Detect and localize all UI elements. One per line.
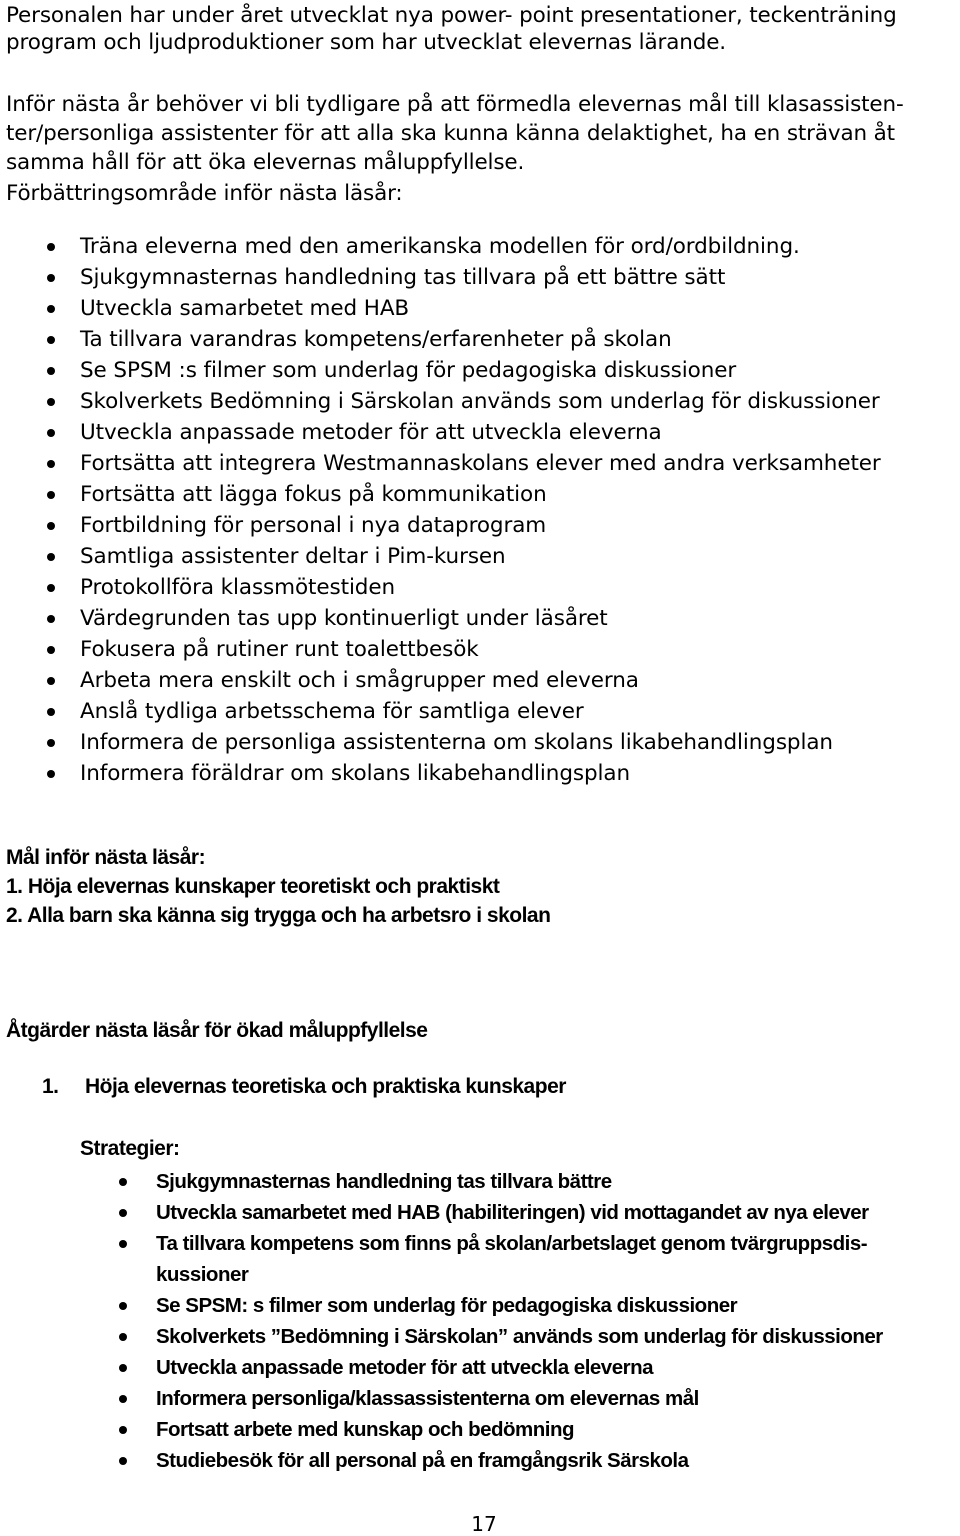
list-item: Anslå tydliga arbetsschema för samtliga elever [0, 696, 881, 727]
list-item: Värdegrunden tas upp kontinuerligt under läsåret [0, 603, 881, 634]
list-item: Utveckla anpassade metoder för att utveckla eleverna [0, 417, 881, 448]
goal-1: 1. Höja elevernas kunskaper teoretiskt och praktiskt [6, 875, 500, 898]
bullet-icon [47, 243, 55, 251]
list-item: Skolverkets ”Bedömning i Särskolan” används som underlag för diskussioner [0, 1321, 956, 1352]
list-item: Ta tillvara kompetens som finns på skolan/arbetslaget genom tvärgruppsdis-kussioner [0, 1228, 956, 1290]
bullet-icon [47, 553, 55, 561]
bullet-icon [47, 677, 55, 685]
list-item: Studiebesök för all personal på en framgångsrik Särskola [0, 1445, 956, 1476]
bullet-icon [47, 429, 55, 437]
list-item: Se SPSM: s filmer som underlag för pedagogiska diskussioner [0, 1290, 956, 1321]
list-item: Ta tillvara varandras kompetens/erfarenheter på skolan [0, 324, 881, 355]
goals-heading: Mål inför nästa läsår: [6, 846, 206, 869]
list-item: Fortsatt arbete med kunskap och bedömning [0, 1414, 956, 1445]
bullet-icon [119, 1209, 127, 1217]
list-item: Utveckla anpassade metoder för att utveckla eleverna [0, 1352, 956, 1383]
strategies-list [0, 1166, 956, 1476]
list-item: Informera personliga/klassassistenterna om elevernas mål [0, 1383, 956, 1414]
list-item: Sjukgymnasternas handledning tas tillvara på ett bättre sätt [0, 262, 881, 293]
bullet-icon [119, 1240, 127, 1248]
intro-para2-line-2: ter/personliga assistenter för att alla ska kunna känna delaktighet, ha en strävan åt [6, 121, 895, 146]
list-item: Informera föräldrar om skolans likabehandlingsplan [0, 758, 881, 789]
intro-para2-line-1: Inför nästa år behöver vi bli tydligare på att förmedla elevernas mål till klasassisten- [6, 92, 904, 117]
page-number: 17 [471, 1512, 497, 1536]
bullet-icon [47, 274, 55, 282]
intro-line-2: program och ljudproduktioner som har utvecklat elevernas lärande. [6, 30, 726, 55]
actions-heading: Åtgärder nästa läsår för ökad måluppfyllelse [6, 1019, 428, 1042]
strategies-label: Strategier: [80, 1137, 180, 1160]
bullet-icon [47, 305, 55, 313]
improvement-heading: Förbättringsområde inför nästa läsår: [6, 181, 403, 206]
bullet-icon [119, 1178, 127, 1186]
list-item: Informera de personliga assistenterna om skolans likabehandlingsplan [0, 727, 881, 758]
bullet-icon [47, 336, 55, 344]
list-item: Fortsätta att lägga fokus på kommunikation [0, 479, 881, 510]
bullet-icon [119, 1457, 127, 1465]
bullet-icon [47, 460, 55, 468]
list-item: Arbeta mera enskilt och i smågrupper med eleverna [0, 665, 881, 696]
list-item: Fokusera på rutiner runt toalettbesök [0, 634, 881, 665]
list-item: Protokollföra klassmötestiden [0, 572, 881, 603]
list-item: Samtliga assistenter deltar i Pim-kursen [0, 541, 881, 572]
intro-line-1: Personalen har under året utvecklat nya power- point presentationer, teckenträning [6, 3, 897, 28]
list-item: Träna eleverna med den amerikanska modellen för ord/ordbildning. [0, 231, 881, 262]
list-item: Utveckla samarbetet med HAB (habiliteringen) vid mottagandet av nya elever [0, 1197, 956, 1228]
bullet-icon [47, 770, 55, 778]
list-item: Utveckla samarbetet med HAB [0, 293, 881, 324]
bullet-icon [47, 398, 55, 406]
list-item: Sjukgymnasternas handledning tas tillvara bättre [0, 1166, 956, 1197]
bullet-icon [47, 646, 55, 654]
bullet-icon [119, 1395, 127, 1403]
bullet-icon [47, 522, 55, 530]
bullet-icon [119, 1333, 127, 1341]
improvement-list [0, 231, 881, 789]
action-item-1-text: Höja elevernas teoretiska och praktiska kunskaper [85, 1075, 566, 1098]
bullet-icon [47, 739, 55, 747]
bullet-icon [47, 491, 55, 499]
bullet-icon [119, 1426, 127, 1434]
bullet-icon [119, 1364, 127, 1372]
bullet-icon [47, 708, 55, 716]
bullet-icon [47, 584, 55, 592]
bullet-icon [119, 1302, 127, 1310]
list-item: Fortbildning för personal i nya dataprogram [0, 510, 881, 541]
list-item: Skolverkets Bedömning i Särskolan används som underlag för diskussioner [0, 386, 881, 417]
bullet-icon [47, 615, 55, 623]
intro-para2-line-3: samma håll för att öka elevernas måluppfyllelse. [6, 150, 525, 175]
list-item: Fortsätta att integrera Westmannaskolans elever med andra verksamheter [0, 448, 881, 479]
list-item: Se SPSM :s filmer som underlag för pedagogiska diskussioner [0, 355, 881, 386]
bullet-icon [47, 367, 55, 375]
action-item-1-number: 1. [42, 1075, 59, 1098]
goal-2: 2. Alla barn ska känna sig trygga och ha arbetsro i skolan [6, 904, 551, 927]
